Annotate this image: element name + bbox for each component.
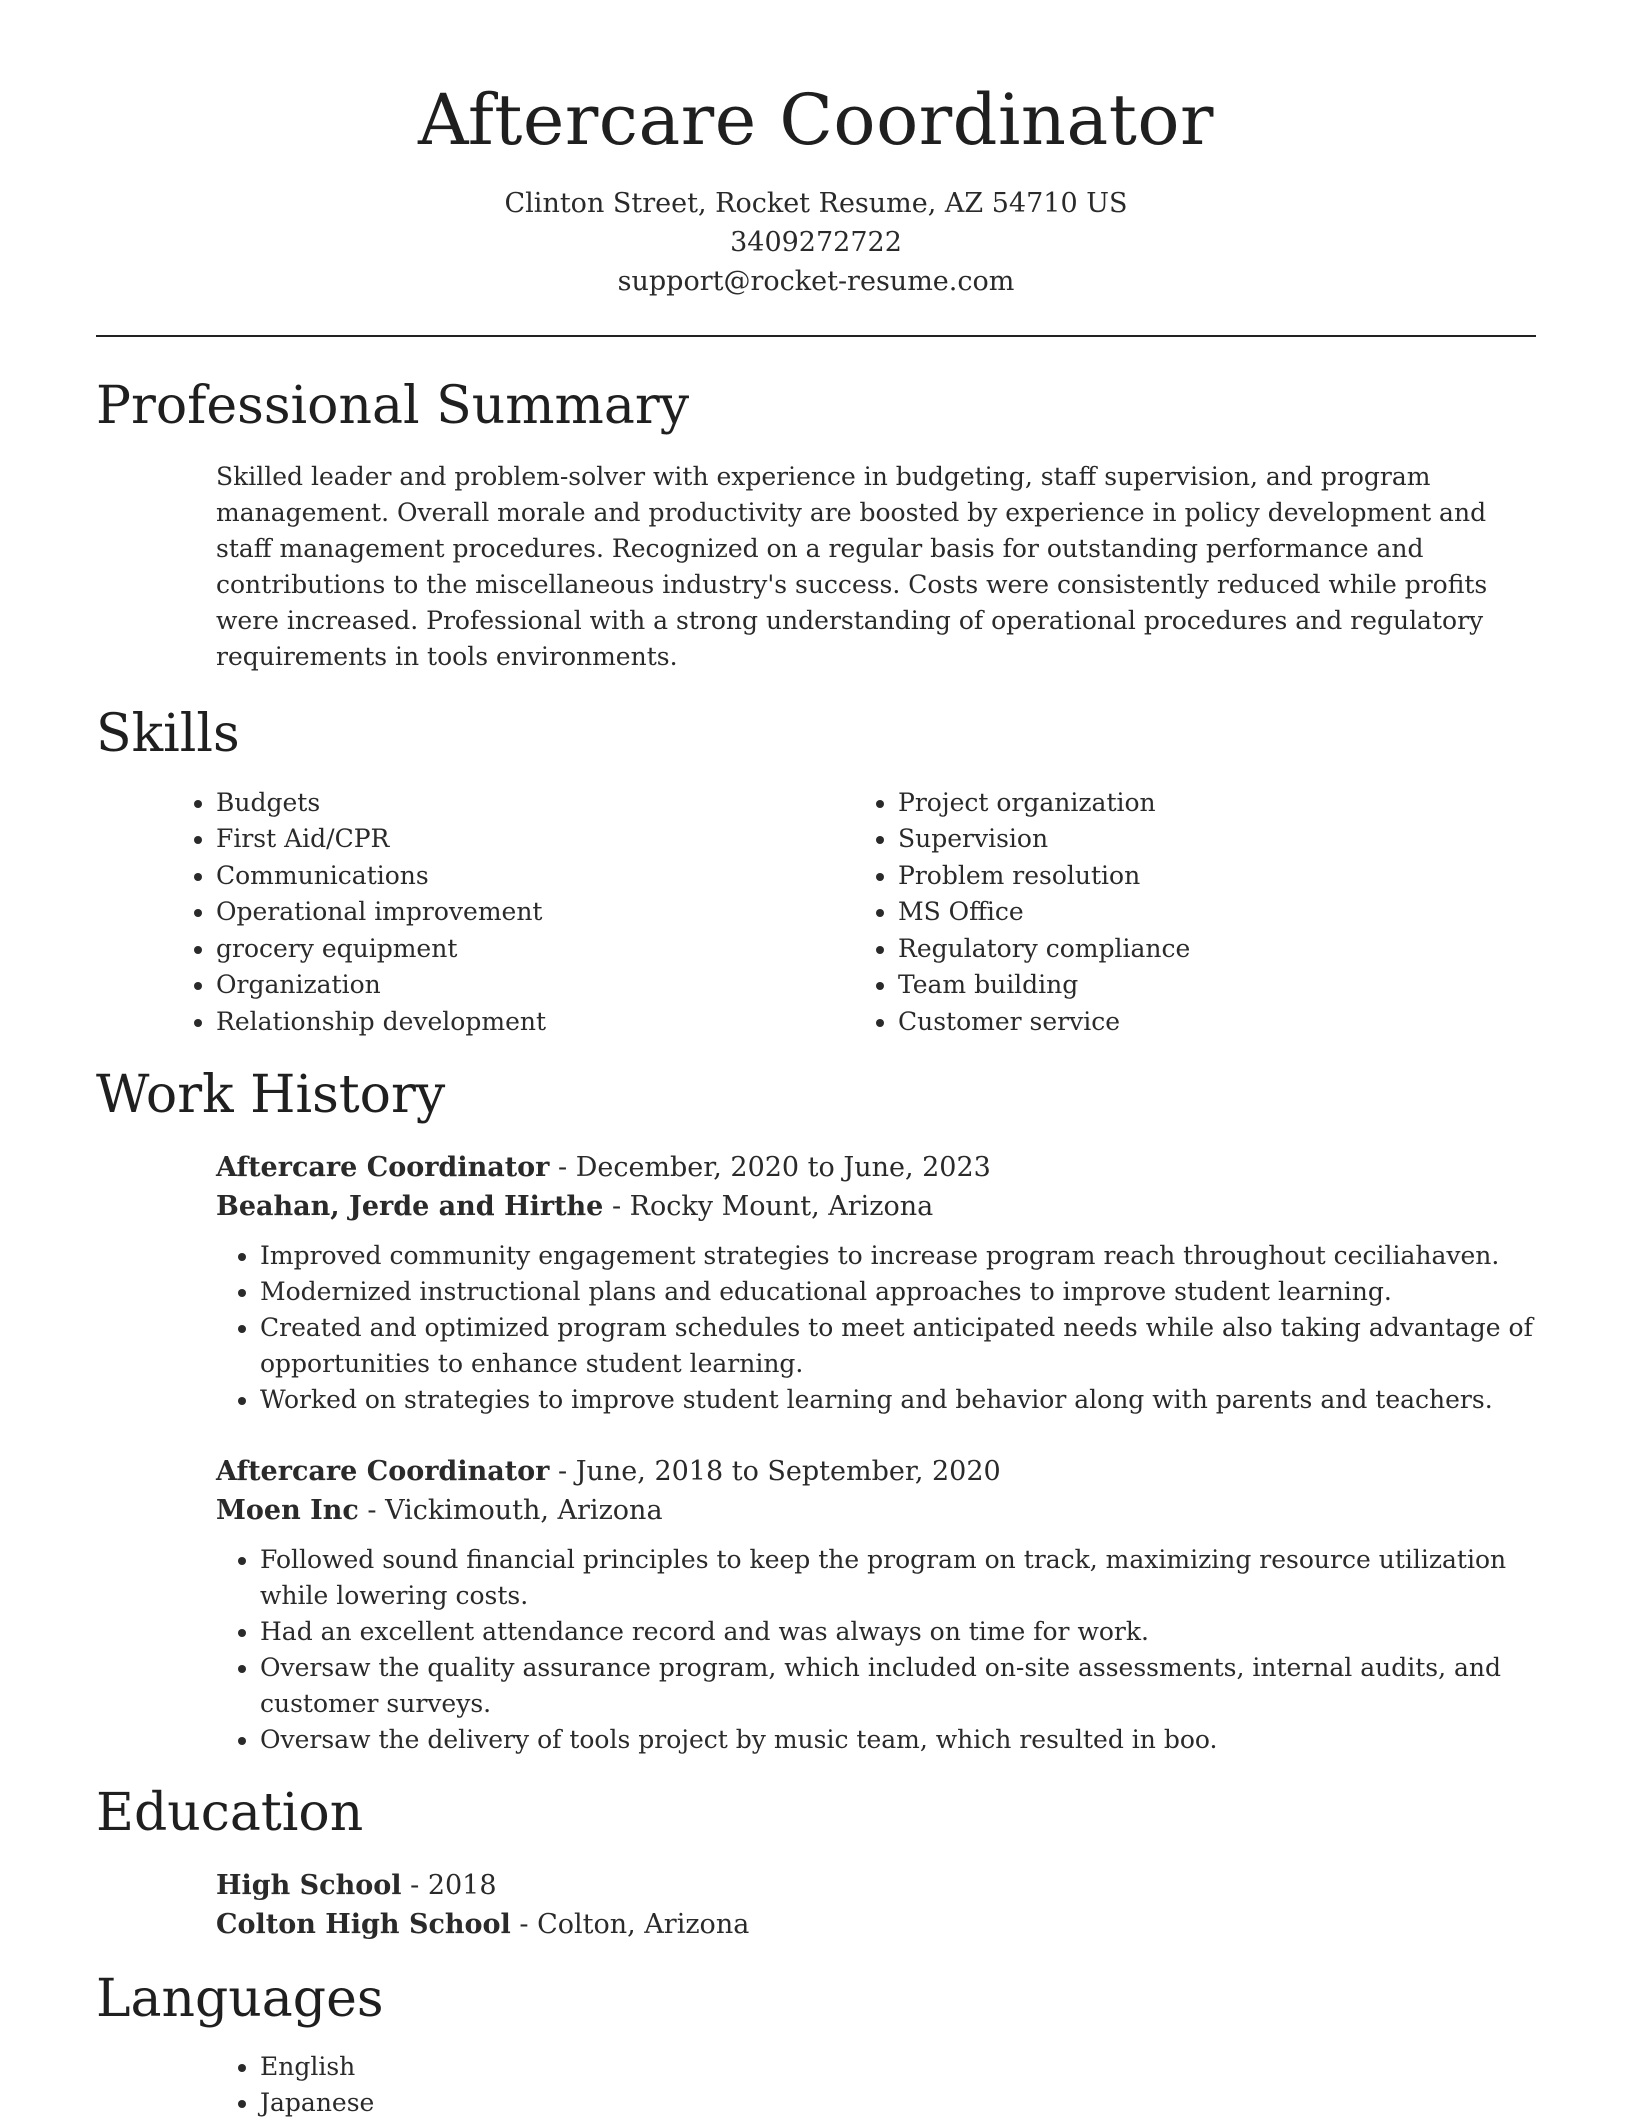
contact-phone: 3409272722 xyxy=(730,227,902,258)
skill-item: • Supervision xyxy=(898,821,1536,858)
job-bullet: • Worked on strategies to improve student learning and behavior along with parents and teachers. xyxy=(260,1382,1536,1418)
section-title-languages: Languages xyxy=(96,1968,384,2029)
education-degree-line xyxy=(216,1866,1536,1905)
job-bullet: • Created and optimized program schedules to meet anticipated needs while also taking advantage of opportunities to enhance student learning. xyxy=(260,1310,1536,1382)
contact-address: Clinton Street, Rocket Resume, AZ 54710 US xyxy=(504,188,1128,219)
job-bullets xyxy=(216,1542,1536,1758)
language-item: • English xyxy=(260,2049,1536,2085)
job-bullet: • Followed sound financial principles to keep the program on track, maximizing resource utilization while lowering costs. xyxy=(260,1542,1536,1614)
skill-item: • Organization xyxy=(216,967,854,1004)
job-title-line xyxy=(216,1148,1536,1187)
skills-column-left xyxy=(172,785,854,1041)
languages-list xyxy=(216,2049,1536,2121)
skills-column-right xyxy=(854,785,1536,1041)
job-role: Aftercare Coordinator xyxy=(216,1151,550,1183)
contact-email: support@rocket-resume.com xyxy=(617,266,1015,297)
skill-item: • Regulatory compliance xyxy=(898,931,1536,968)
job-role: Aftercare Coordinator xyxy=(216,1455,550,1487)
job-bullet: • Improved community engagement strategies to increase program reach throughout ceciliahaven. xyxy=(260,1238,1536,1274)
job-dates: - December, 2020 to June, 2023 xyxy=(549,1151,991,1183)
job-title-line xyxy=(216,1452,1536,1491)
education-school-line xyxy=(216,1905,1536,1944)
skill-item: • Communications xyxy=(216,858,854,895)
skills-grid xyxy=(172,785,1536,1041)
education-degree: High School xyxy=(216,1869,402,1901)
skill-item: • MS Office xyxy=(898,894,1536,931)
job-bullet: • Had an excellent attendance record and was always on time for work. xyxy=(260,1614,1536,1650)
job-company: Beahan, Jerde and Hirthe xyxy=(216,1190,604,1222)
section-work-history xyxy=(96,1066,1536,1758)
skill-item: • Budgets xyxy=(216,785,854,822)
language-item: • Japanese xyxy=(260,2085,1536,2121)
job-company-line xyxy=(216,1491,1536,1530)
summary-text: Skilled leader and problem-solver with experience in budgeting, staff supervision, and program management. Overall morale and productivity are boosted by experience in policy development and staff management procedures. Recognized on a regular basis for outstanding performance and contributions to the miscellaneous industry's success. Costs were consistently reduced while profits were increased. Professional with a strong understanding of operational procedures and regulatory requirements in tools environments. xyxy=(216,461,1488,671)
section-languages xyxy=(96,1970,1536,2121)
skill-item: • Operational improvement xyxy=(216,894,854,931)
job-bullet: • Oversaw the quality assurance program, which included on-site assessments, internal audits, and customer surveys. xyxy=(260,1650,1536,1722)
job-location: - Rocky Mount, Arizona xyxy=(603,1190,934,1222)
education-entry xyxy=(216,1866,1536,1944)
skill-item: • Problem resolution xyxy=(898,858,1536,895)
section-skills xyxy=(96,705,1536,1040)
education-year: - 2018 xyxy=(401,1869,497,1901)
skill-item: • Project organization xyxy=(898,785,1536,822)
skill-item: • Customer service xyxy=(898,1004,1536,1041)
skill-item: • First Aid/CPR xyxy=(216,821,854,858)
skill-item: • grocery equipment xyxy=(216,931,854,968)
job-entry xyxy=(216,1452,1536,1758)
candidate-name: Aftercare Coordinator xyxy=(418,79,1214,161)
job-location: - Vickimouth, Arizona xyxy=(358,1494,663,1526)
job-bullets xyxy=(216,1238,1536,1418)
job-entry xyxy=(216,1148,1536,1418)
skill-item: • Relationship development xyxy=(216,1004,854,1041)
job-company-line xyxy=(216,1187,1536,1226)
education-location: - Colton, Arizona xyxy=(510,1908,750,1940)
resume-header xyxy=(96,0,1536,301)
section-title-summary: Professional Summary xyxy=(96,376,690,436)
section-education xyxy=(96,1784,1536,1944)
job-bullet: • Oversaw the delivery of tools project by music team, which resulted in boo. xyxy=(260,1722,1536,1758)
education-school: Colton High School xyxy=(216,1908,511,1940)
contact-info xyxy=(96,184,1536,301)
job-bullet: • Modernized instructional plans and educational approaches to improve student learning. xyxy=(260,1274,1536,1310)
skill-item: • Team building xyxy=(898,967,1536,1004)
job-dates: - June, 2018 to September, 2020 xyxy=(549,1455,1001,1487)
job-company: Moen Inc xyxy=(216,1494,359,1526)
section-title-work: Work History xyxy=(96,1065,446,1126)
section-professional-summary xyxy=(96,377,1536,675)
section-title-skills: Skills xyxy=(96,703,240,764)
header-divider xyxy=(96,335,1536,337)
section-title-education: Education xyxy=(96,1782,364,1843)
